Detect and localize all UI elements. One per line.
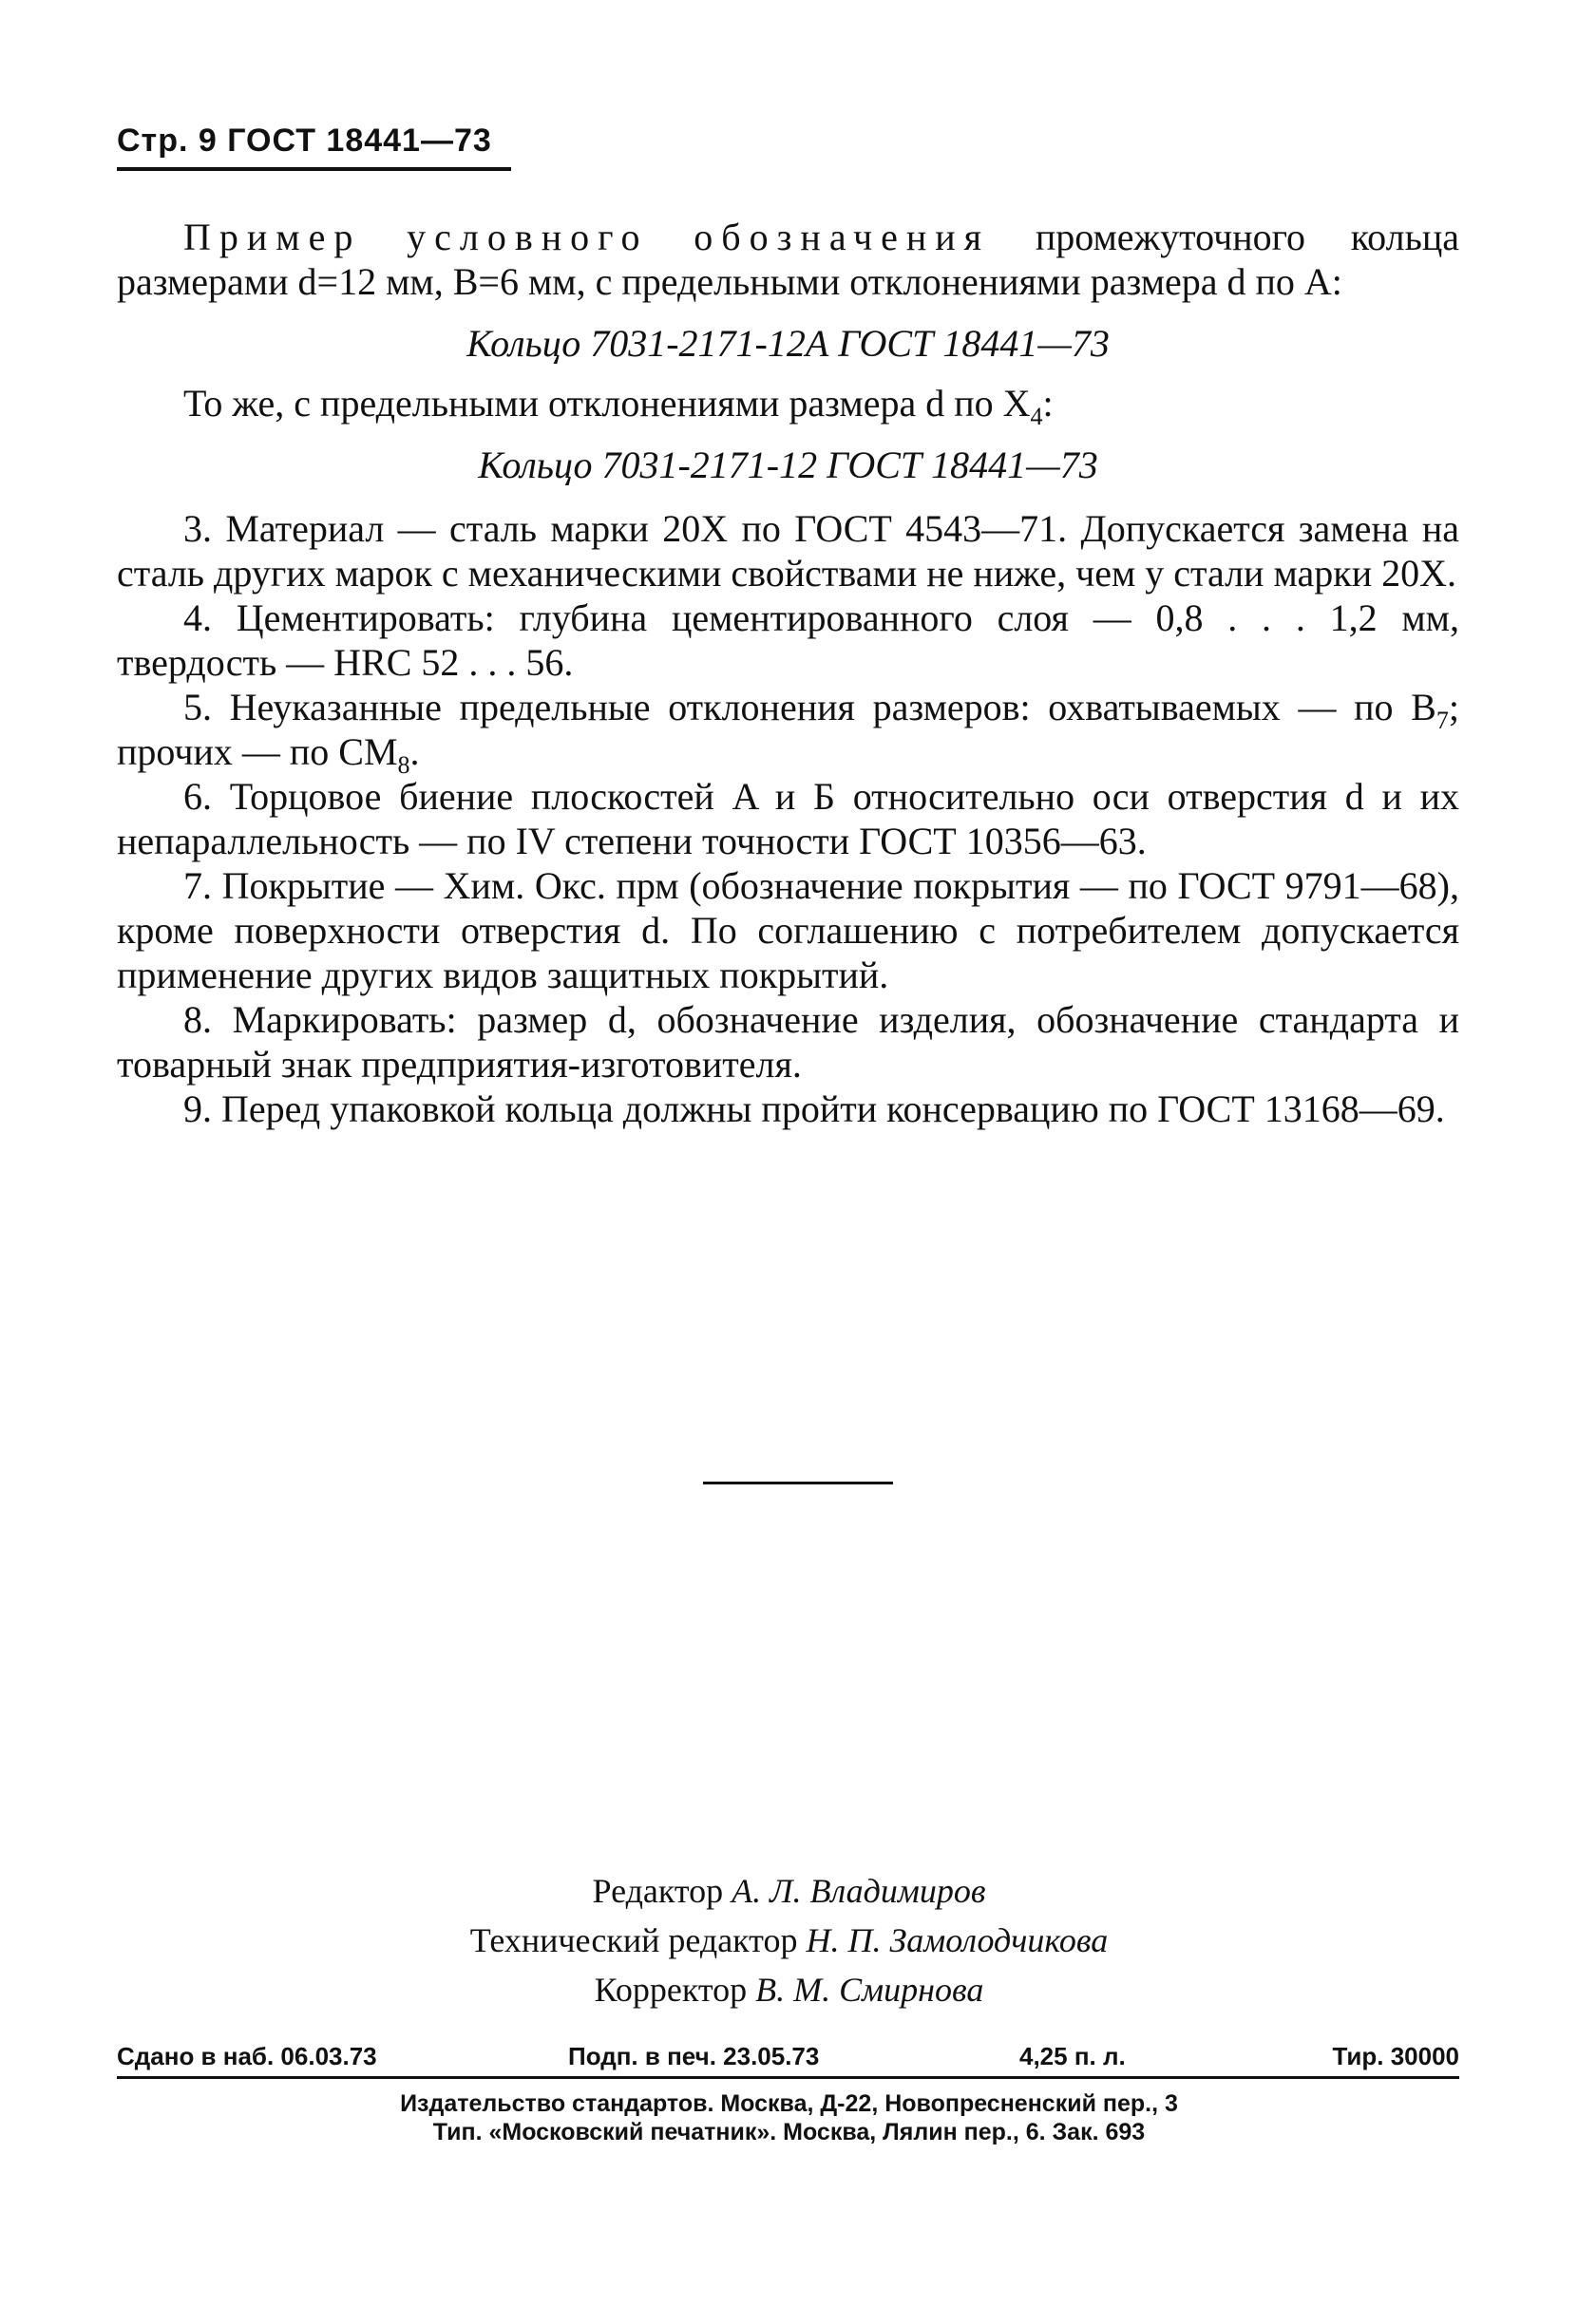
item-5-text-b: ; прочих — по CM: [117, 686, 1459, 773]
imprint-line: [117, 2042, 1459, 2079]
credit-editor: [0, 1866, 1578, 1916]
item-5-text-c: .: [409, 730, 420, 773]
imprint-run: Тир. 30000: [1332, 2042, 1459, 2070]
item-4: 4. Цементировать: глубина цементированного слоя — 0,8 . . . 1,2 мм, твердость — HRC 52 . . . 56.: [117, 596, 1459, 684]
editor-role: Редактор: [592, 1872, 724, 1910]
example-intro-word-1: Пример: [183, 216, 362, 258]
credit-tech-editor: [0, 1916, 1578, 1965]
item-5-text-a: 5. Неуказанные предельные отклонения размеров: охватываемых — по B: [183, 686, 1436, 728]
item-5-sub-2: 8: [397, 751, 410, 779]
same-paragraph: [117, 381, 1459, 430]
editor-name: А. Л. Владимиров: [732, 1872, 986, 1910]
section-divider: [703, 1482, 893, 1484]
example-paragraph: [117, 215, 1459, 304]
corrector-role: Корректор: [594, 1971, 748, 2009]
example-intro-word-2: условного: [407, 216, 649, 258]
tech-editor-role: Технический редактор: [469, 1921, 798, 1959]
imprint-sheets: 4,25 п. л.: [1019, 2042, 1126, 2070]
publisher-info: [0, 2089, 1578, 2146]
item-7: 7. Покрытие — Хим. Окс. прм (обозначение покрытия — по ГОСТ 9791—68), кроме поверхности отверстия d. По соглашению с потребителем допускается применение других видов защитных покрытий.: [117, 864, 1459, 996]
imprint-signed: Подп. в печ. 23.05.73: [568, 2042, 820, 2070]
publisher-line-1: Издательство стандартов. Москва, Д-22, Новопресненский пер., 3: [400, 2090, 1178, 2117]
credit-corrector: [0, 1965, 1578, 2014]
corrector-name: В. М. Смирнова: [755, 1971, 984, 2009]
item-6: 6. Торцовое биение плоскостей A и Б относительно оси отверстия d и их непараллельность — по IV степени точности ГОСТ 10356—63.: [117, 775, 1459, 862]
item-5: [117, 685, 1459, 779]
example-intro-rest: промежуточного кольца размерами d=12 мм, B=6 мм, с предельными отклонениями размера d по A:: [117, 216, 1460, 303]
same-text: То же, с предельными отклонениями размера d по X: [183, 382, 1031, 425]
tech-editor-name: Н. П. Замолодчикова: [806, 1921, 1109, 1959]
example-intro-word-3: обозначения: [694, 216, 991, 258]
same-subscript: 4: [1030, 403, 1043, 430]
item-9: 9. Перед упаковкой кольца должны пройти консервацию по ГОСТ 13168—69.: [183, 1087, 1445, 1130]
page-header: Стр. 9 ГОСТ 18441—73: [117, 114, 511, 171]
item-3: 3. Материал — сталь марки 20Х по ГОСТ 4543—71. Допускается замена на сталь других марок с механическими свойствами не ниже, чем у стали марки 20Х.: [117, 507, 1459, 595]
imprint-sent: Сдано в наб. 06.03.73: [117, 2042, 377, 2070]
item-8: 8. Маркировать: размер d, обозначение изделия, обозначение стандарта и товарный знак предприятия-изготовителя.: [117, 998, 1459, 1086]
same-end: :: [1042, 382, 1054, 425]
designation-formula-1: Кольцо 7031-2171-12А ГОСТ 18441—73: [466, 322, 1110, 365]
credits-block: [0, 1866, 1578, 2014]
item-5-sub-1: 7: [1435, 707, 1449, 734]
document-body: [117, 215, 1459, 1131]
designation-formula-2: Кольцо 7031-2171-12 ГОСТ 18441—73: [478, 444, 1098, 486]
publisher-line-2: Тип. «Московский печатник». Москва, Лялин пер., 6. Зак. 693: [432, 2119, 1146, 2145]
